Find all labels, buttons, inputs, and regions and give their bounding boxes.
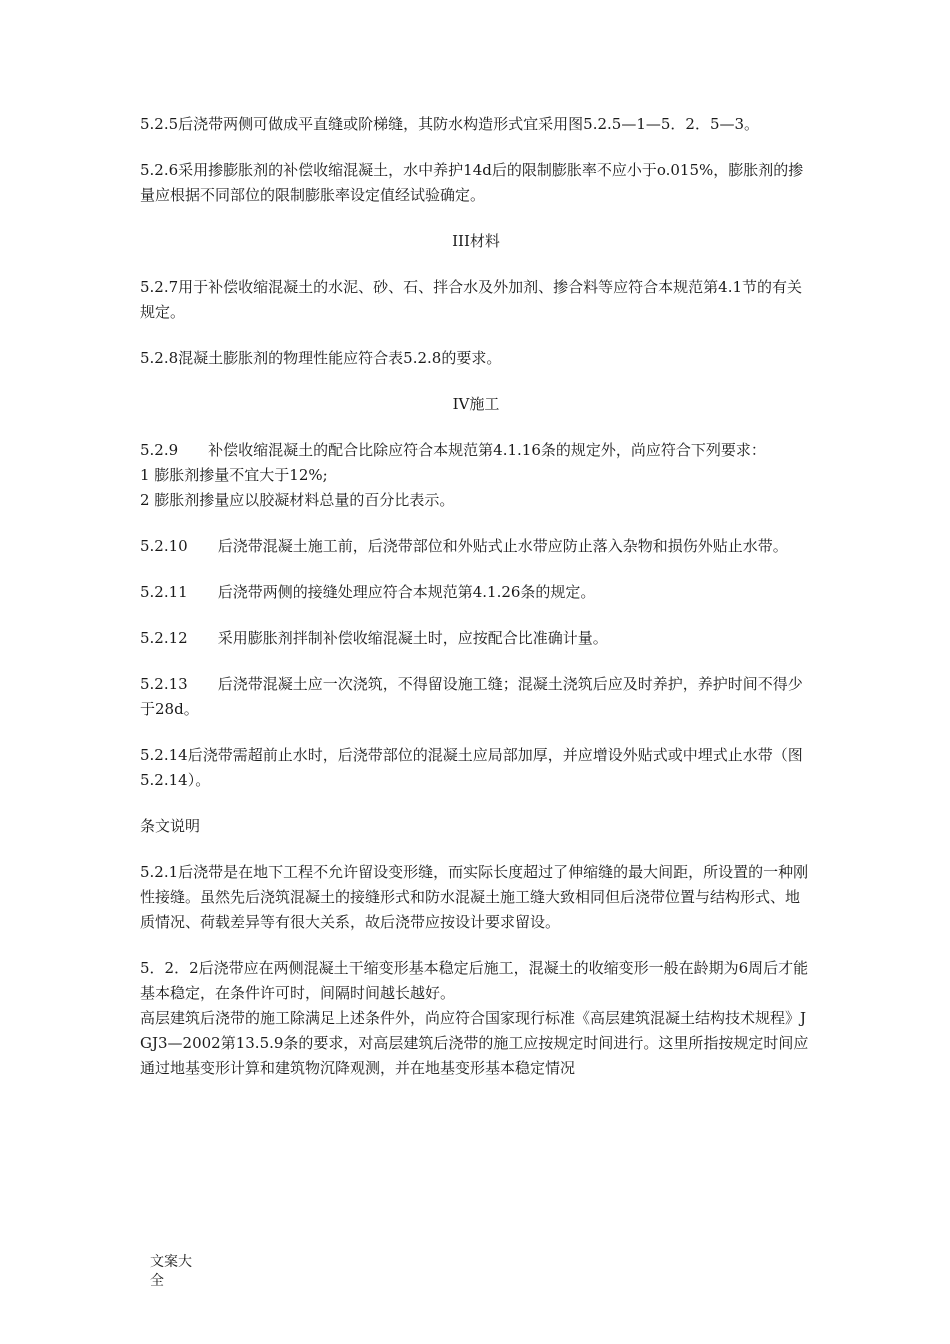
paragraph: 5.2.6采用掺膨胀剂的补偿收缩混凝土，水中养护14d后的限制膨胀率不应小于o.015%，膨胀剂的掺量应根据不同部位的限制膨胀率设定值经试验确定。	[140, 161, 804, 204]
paragraph: 5.2.12 采用膨胀剂拌制补偿收缩混凝土时，应按配合比准确计量。	[140, 629, 608, 647]
paragraph: 5.2.5后浇带两侧可做成平直缝或阶梯缝，其防水构造形式宜采用图5.2.5—1—5．2．5—3。	[140, 115, 760, 133]
paragraph: 2 膨胀剂掺量应以胶凝材料总量的百分比表示。	[140, 491, 455, 509]
page-footer: 文案大全	[150, 1254, 192, 1289]
section-heading: IV施工	[452, 395, 500, 413]
paragraph: 1 膨胀剂掺量不宜大于12%;	[140, 466, 328, 484]
paragraph: 条文说明	[140, 817, 201, 835]
paragraph: 5．2．2后浇带应在两侧混凝土干缩变形基本稳定后施工，混凝土的收缩变形一般在龄期为6周后才能基本稳定，在条件许可时，间隔时间越长越好。	[140, 959, 809, 1002]
paragraph: 5.2.14后浇带需超前止水时，后浇带部位的混凝土应局部加厚，并应增设外贴式或中埋式止水带（图5.2.14）。	[140, 746, 803, 789]
paragraph: 5.2.10 后浇带混凝土施工前，后浇带部位和外贴式止水带应防止落入杂物和损伤外贴止水带。	[140, 537, 788, 555]
document-body	[140, 112, 812, 1081]
paragraph: 5.2.9 补偿收缩混凝土的配合比除应符合本规范第4.1.16条的规定外，尚应符合下列要求：	[140, 441, 766, 459]
section-heading: III材料	[452, 232, 500, 250]
paragraph: 5.2.1后浇带是在地下工程不允许留设变形缝，而实际长度超过了伸缩缝的最大间距，所设置的一种刚性接缝。虽然先后浇筑混凝土的接缝形式和防水混凝土施工缝大致相同但后浇带位置与结构形式、地质情况、荷载差异等有很大关系，故后浇带应按设计要求留设。	[140, 863, 809, 931]
paragraph: 5.2.7用于补偿收缩混凝土的水泥、砂、石、拌合水及外加剂、掺合料等应符合本规范第4.1节的有关规定。	[140, 278, 803, 321]
paragraph: 5.2.13 后浇带混凝土应一次浇筑，不得留设施工缝；混凝土浇筑后应及时养护，养护时间不得少于28d。	[140, 675, 803, 718]
paragraph: 5.2.8混凝土膨胀剂的物理性能应符合表5.2.8的要求。	[140, 349, 502, 367]
paragraph: 高层建筑后浇带的施工除满足上述条件外，尚应符合国家现行标准《高层建筑混凝土结构技术规程》JGJ3—2002第13.5.9条的要求，对高层建筑后浇带的施工应按规定时间进行。这里所指按规定时间应通过地基变形计算和建筑物沉降观测，并在地基变形基本稳定情况	[140, 1009, 809, 1077]
paragraph: 5.2.11 后浇带两侧的接缝处理应符合本规范第4.1.26条的规定。	[140, 583, 596, 601]
